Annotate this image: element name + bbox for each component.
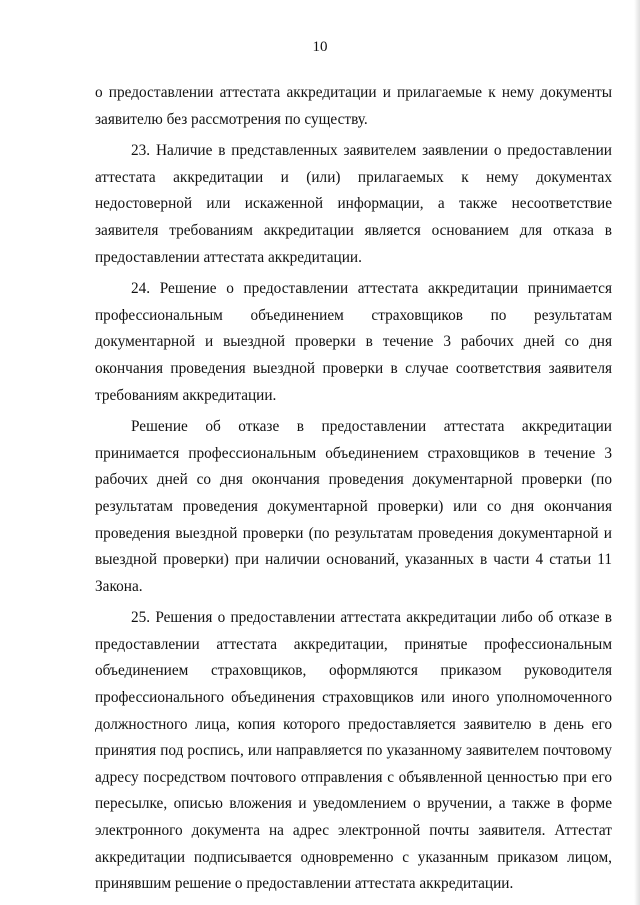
paragraph-clause-25: 25. Решения о предоставлении аттестата аккредитации либо об отказе в предоставлении аттестата аккредитации, принятые профессиональным объединением страховщиков, оформляются приказом руководителя профессионального объединения страховщиков или иного уполномоченного должностного лица, копия которого предоставляется заявителю в день его принятия под роспись, или направляется по указанному заявителем почтовому адресу посредством почтового отправления с объявленной ценностью при его пересылке, описью вложения и уведомлением о вручении, а также в форме электронного документа на адрес электронной почты заявителя. Аттестат аккредитации подписывается одновременно с указанным приказом лицом, принявшим решение о предоставлении аттестата аккредитации. xyxy=(95,609,612,893)
page-edge-shadow xyxy=(634,0,640,905)
paragraph-refusal-decision: Решение об отказе в предоставлении аттестата аккредитации принимается профессиональным объединением страховщиков в течение 3 рабочих дней со дня окончания проведения документарной проверки (по результатам проведения документарной проверки) или со дня окончания проведения выездной проверки (по результатам проведения документарной и выездной проверки) при наличии оснований, указанных в части 4 статьи 11 Закона. xyxy=(95,418,612,595)
page-number: 10 xyxy=(312,39,328,55)
paragraph-continuation: о предоставлении аттестата аккредитации и прилагаемые к нему документы заявителю без рассмотрения по существу. xyxy=(95,84,612,128)
document-body xyxy=(95,80,612,903)
paragraph-clause-24: 24. Решение о предоставлении аттестата аккредитации принимается профессиональным объединением страховщиков по результатам документарной и выездной проверки в течение 3 рабочих дней со дня окончания проведения выездной проверки в случае соответствия заявителя требованиям аккредитации. xyxy=(95,280,612,404)
paragraph-clause-23: 23. Наличие в представленных заявителем заявлении о предоставлении аттестата аккредитации и (или) прилагаемых к нему документах недостоверной или искаженной информации, а также несоответствие заявителя требованиям аккредитации является основанием для отказа в предоставлении аттестата аккредитации. xyxy=(95,142,612,266)
